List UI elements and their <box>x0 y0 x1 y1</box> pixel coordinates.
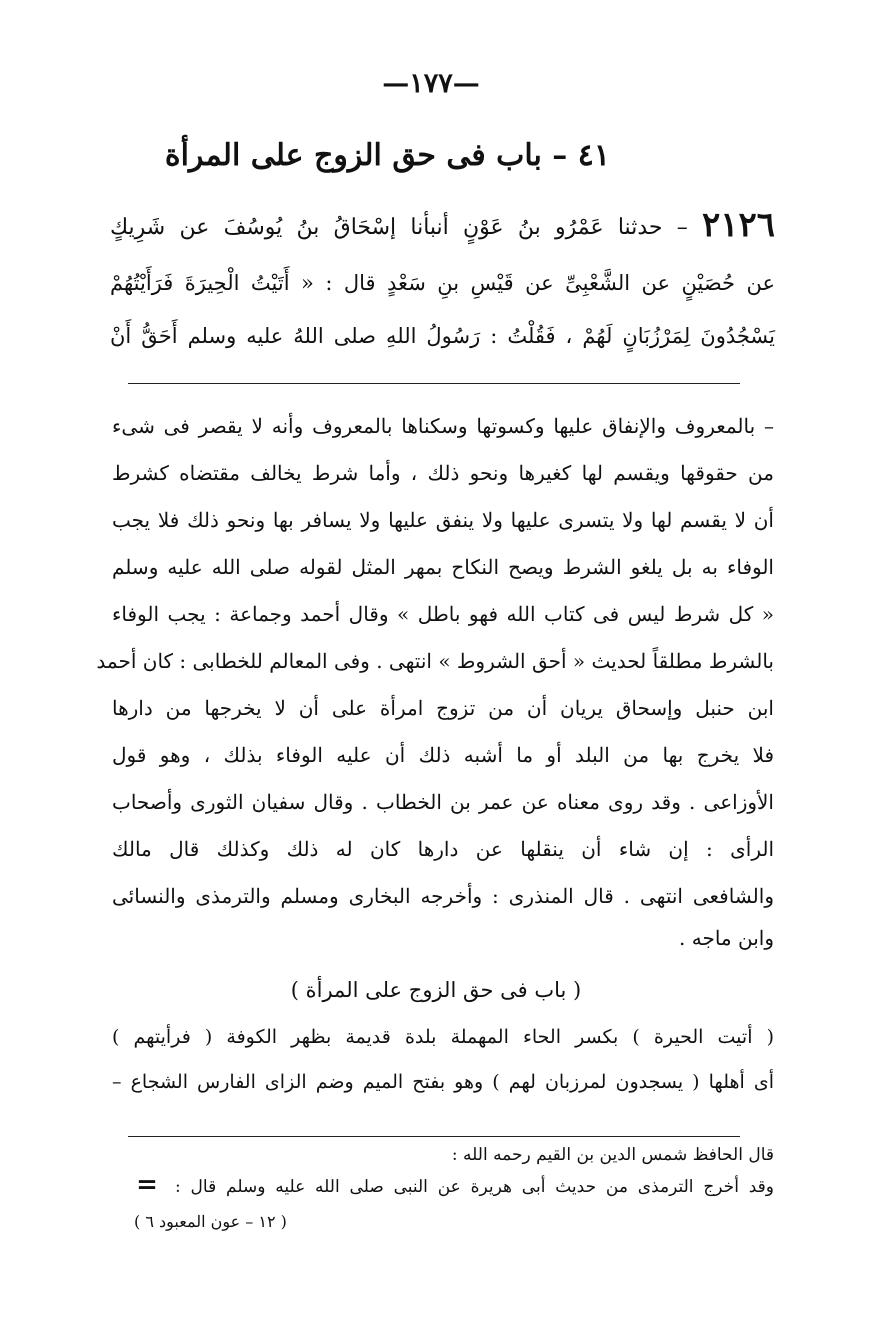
hadith-text: – حدثنا عَمْرُو بنُ عَوْنٍ أنبأنا إسْحَاقُ بنُ يُوسُفَ عن شَرِيكٍ <box>110 215 688 240</box>
note-line: ( أتيت الحيرة ) بكسر الحاء المهملة بلدة قديمة بظهر الكوفة ( فرأيتهم ) <box>112 1026 774 1048</box>
continuation-mark: = <box>136 1170 158 1200</box>
divider-bottom <box>128 1136 740 1137</box>
commentary-line: فلا يخرج بها من البلد أو ما أشبه ذلك أن عليه الوفاء بذلك ، وهو قول <box>112 743 774 767</box>
commentary-line: بالشرط مطلقاً لحديث « أحق الشروط » انتهى . وفى المعالم للخطابى : كان أحمد <box>96 649 774 673</box>
note-line: أى أهلها ( يسجدون لمرزبان لهم ) وهو بفتح الميم وضم الزاى الفارس الشجاع – <box>112 1071 774 1093</box>
page-number: —١٧٧— <box>382 68 480 99</box>
commentary-line: – بالمعروف والإنفاق عليها وكسوتها وسكناها بالمعروف وأنه لا يقصر فى شىء <box>112 414 774 438</box>
hadith-line: يَسْجُدُونَ لِمَرْزُبَانٍ لَهُمْ ، فَقُلْتُ : رَسُولُ اللهِ صلى اللهُ عليه وسلم أَحَقُّ أَنْ <box>110 324 775 348</box>
commentary-line: الأوزاعى . وقد روى معناه عن عمر بن الخطاب . وقال سفيان الثورى وأصحاب <box>112 790 774 814</box>
commentary-line: أن لا يقسم لها ولا يتسرى عليها ولا ينفق عليها ولا يسافر بها ونحو ذلك فلا يجب <box>112 508 774 532</box>
hadith-line: عن حُصَيْنٍ عن الشَّعْبِىِّ عن قَيْسِ بنِ سَعْدٍ قال : « أَتَيْتُ الْحِيرَةَ فَرَأَيْتُهُمْ <box>110 271 775 295</box>
commentary-line: الرأى : إن شاء أن ينقلها عن دارها كان له ذلك وكذلك قال مالك <box>112 837 775 861</box>
chapter-title: ٤١ – باب فى حق الزوج على المرأة <box>164 138 610 173</box>
commentary-line: والشافعى انتهى . قال المنذرى : وأخرجه البخارى ومسلم والترمذى والنسائى <box>112 884 774 908</box>
section-heading: ( باب فى حق الزوج على المرأة ) <box>290 978 582 1002</box>
commentary-line: من حقوقها ويقسم لها كغيرها ونحو ذلك ، وأما شرط يخالف مقتضاه كشرط <box>112 461 774 485</box>
hadith-line <box>110 204 775 249</box>
volume-signature: ( ١٢ – عون المعبود ٦ ) <box>134 1212 287 1231</box>
commentary-line: الوفاء به بل يلغو الشرط ويصح النكاح بمهر المثل لقوله صلى الله عليه وسلم <box>112 555 774 579</box>
commentary-line: ابن حنبل وإسحاق يريان أن من تزوج امرأة على أن لا يخرجها من دارها <box>112 696 774 720</box>
commentary-line: « كل شرط ليس فى كتاب الله فهو باطل » وقال أحمد وجماعة : يجب الوفاء <box>112 602 774 626</box>
commentary-line: وابن ماجه . <box>679 926 774 950</box>
footnote-line: قال الحافظ شمس الدين بن القيم رحمه الله : <box>451 1145 774 1165</box>
footnote-line: وقد أخرج الترمذى من حديث أبى هريرة عن النبى صلى الله عليه وسلم قال : <box>175 1177 774 1197</box>
hadith-number: ٢١٢٦ <box>701 205 775 245</box>
divider-top <box>128 383 740 384</box>
